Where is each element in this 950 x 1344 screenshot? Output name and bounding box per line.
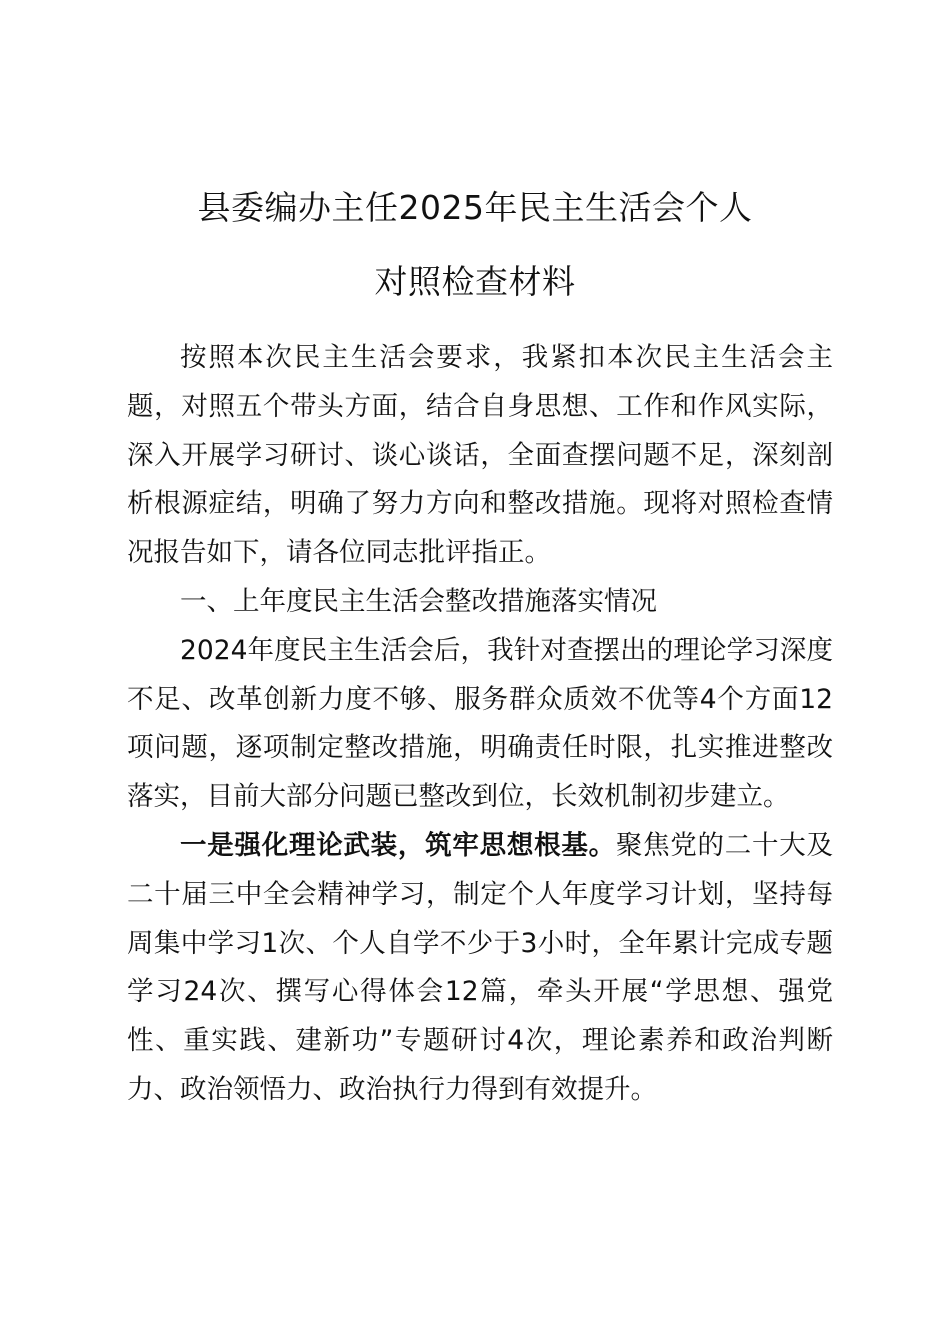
paragraph-body: 聚焦党的二十大及二十届三中全会精神学习，制定个人年度学习计划，坚持每周集中学习1次、个人自学不少于3小时，全年累计完成专题学习24次、撰写心得体会12篇，牵头开展“学思想、强党性、重实践、建新功”专题研讨4次，理论素养和政治判断力、政治领悟力、政治执行力得到有效提升。 [127, 829, 834, 1105]
rectification-summary-paragraph: 2024年度民主生活会后，我针对查摆出的理论学习深度不足、改革创新力度不够、服务群众质效不优等4个方面12项问题，逐项制定整改措施，明确责任时限，扎实推进整改落实，目前大部分问题已整改到位，长效机制初步建立。 [127, 634, 833, 813]
theory-study-paragraph [127, 822, 833, 1115]
document-body [127, 334, 833, 1115]
document-title-line-2: 对照检查材料 [374, 262, 576, 301]
document-title-line-1: 县委编办主任2025年民主生活会个人 [197, 188, 753, 227]
paragraph-bold-lead: 一是强化理论武装，筑牢思想根基。 [180, 829, 616, 861]
section-heading-1: 一、上年度民主生活会整改措施落实情况 [180, 585, 657, 617]
intro-paragraph: 按照本次民主生活会要求，我紧扣本次民主生活会主题，对照五个带头方面，结合自身思想、工作和作风实际，深入开展学习研讨、谈心谈话，全面查摆问题不足，深刻剖析根源症结，明确了努力方向和整改措施。现将对照检查情况报告如下，请各位同志批评指正。 [127, 342, 833, 569]
